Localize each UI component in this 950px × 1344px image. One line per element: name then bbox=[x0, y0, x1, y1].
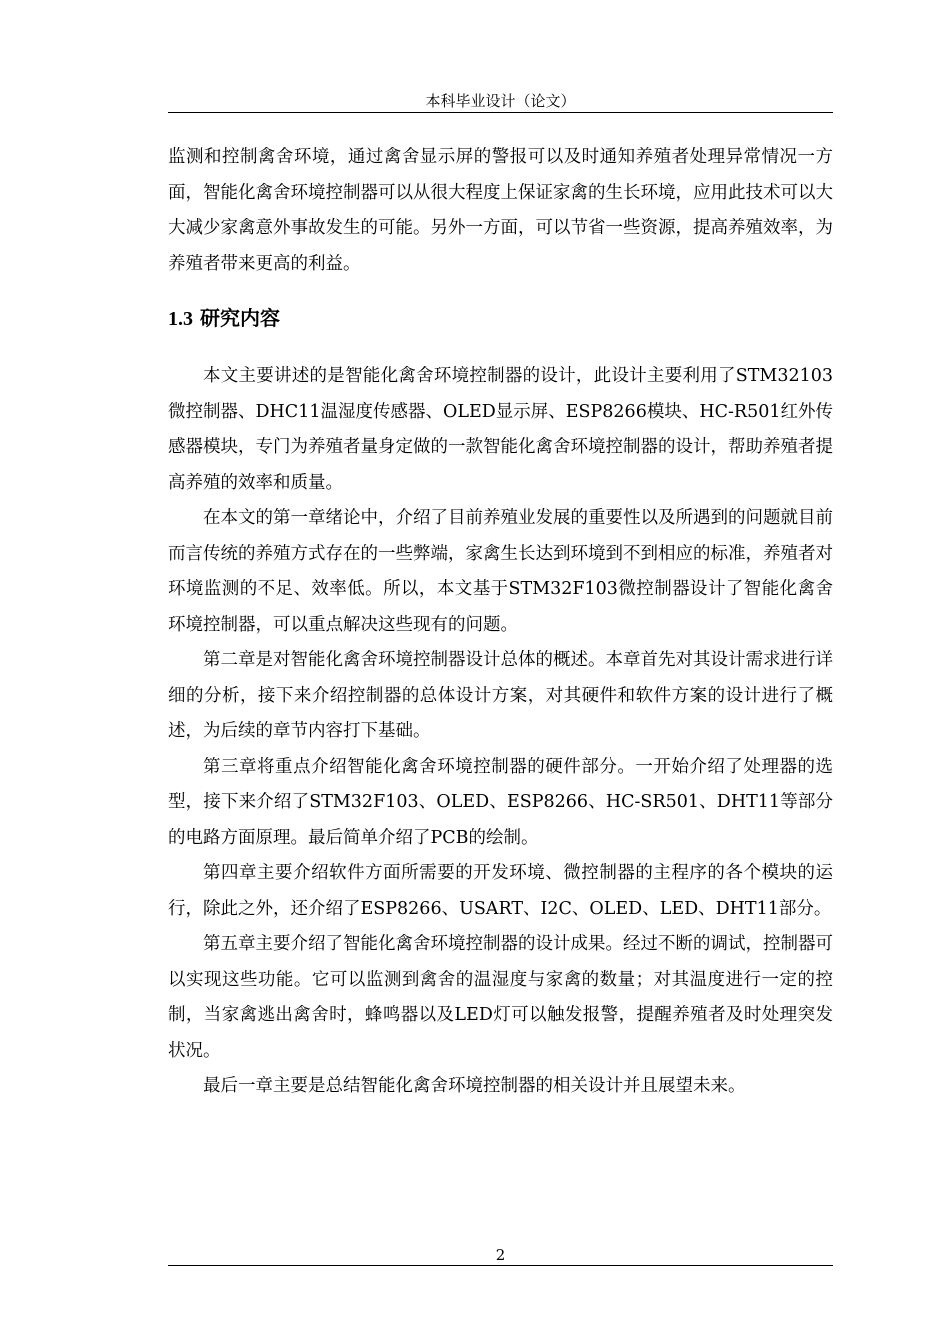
header-rule bbox=[168, 112, 833, 113]
running-header: 本科毕业设计（论文） bbox=[425, 92, 576, 110]
section-title: 研究内容 bbox=[199, 306, 280, 330]
body-paragraph: 在本文的第一章绪论中，介绍了目前养殖业发展的重要性以及所遇到的问题就目前而言传统的养殖方式存在的一些弊端，家禽生长达到环境到不到相应的标准，养殖者对环境监测的不足、效率低。所以，本文基于STM32F103微控制器设计了智能化禽舍环境控制器，可以重点解决这些现有的问题。 bbox=[168, 508, 833, 635]
body-paragraph: 第三章将重点介绍智能化禽舍环境控制器的硬件部分。一开始介绍了处理器的选型，接下来介绍了STM32F103、OLED、ESP8266、HC-SR501、DHT11等部分的电路方面原理。最后简单介绍了PCB的绘制。 bbox=[168, 756, 833, 848]
page-body bbox=[168, 140, 833, 1105]
spacer bbox=[168, 282, 833, 304]
footer-rule bbox=[168, 1265, 833, 1266]
body-paragraph: 本文主要讲述的是智能化禽舍环境控制器的设计，此设计主要利用了STM32103微控制器、DHC11温湿度传感器、OLED显示屏、ESP8266模块、HC-R501红外传感器模块，专门为养殖者量身定做的一款智能化禽舍环境控制器的设计，帮助养殖者提高养殖的效率和质量。 bbox=[168, 366, 833, 493]
page-number: 2 bbox=[495, 1246, 506, 1264]
intro-paragraph: 监测和控制禽舍环境，通过禽舍显示屏的警报可以及时通知养殖者处理异常情况一方面，智能化禽舍环境控制器可以从很大程度上保证家禽的生长环境，应用此技术可以大大减少家禽意外事故发生的可能。另外一方面，可以节省一些资源，提高养殖效率，为养殖者带来更高的利益。 bbox=[168, 147, 833, 274]
body-paragraph: 最后一章主要是总结智能化禽舍环境控制器的相关设计并且展望未来。 bbox=[203, 1076, 746, 1096]
body-paragraph: 第四章主要介绍软件方面所需要的开发环境、微控制器的主程序的各个模块的运行，除此之外，还介绍了ESP8266、USART、I2C、OLED、LED、DHT11部分。 bbox=[168, 863, 833, 919]
body-paragraph: 第二章是对智能化禽舍环境控制器设计总体的概述。本章首先对其设计需求进行详细的分析，接下来介绍控制器的总体设计方案，对其硬件和软件方案的设计进行了概述，为后续的章节内容打下基础。 bbox=[168, 650, 833, 741]
section-number: 1.3 bbox=[168, 308, 193, 330]
body-paragraph: 第五章主要介绍了智能化禽舍环境控制器的设计成果。经过不断的调试，控制器可以实现这些功能。它可以监测到禽舍的温湿度与家禽的数量；对其温度进行一定的控制，当家禽逃出禽舍时，蜂鸣器以及LED灯可以触发报警，提醒养殖者及时处理突发状况。 bbox=[168, 934, 833, 1061]
section-heading bbox=[168, 304, 833, 333]
